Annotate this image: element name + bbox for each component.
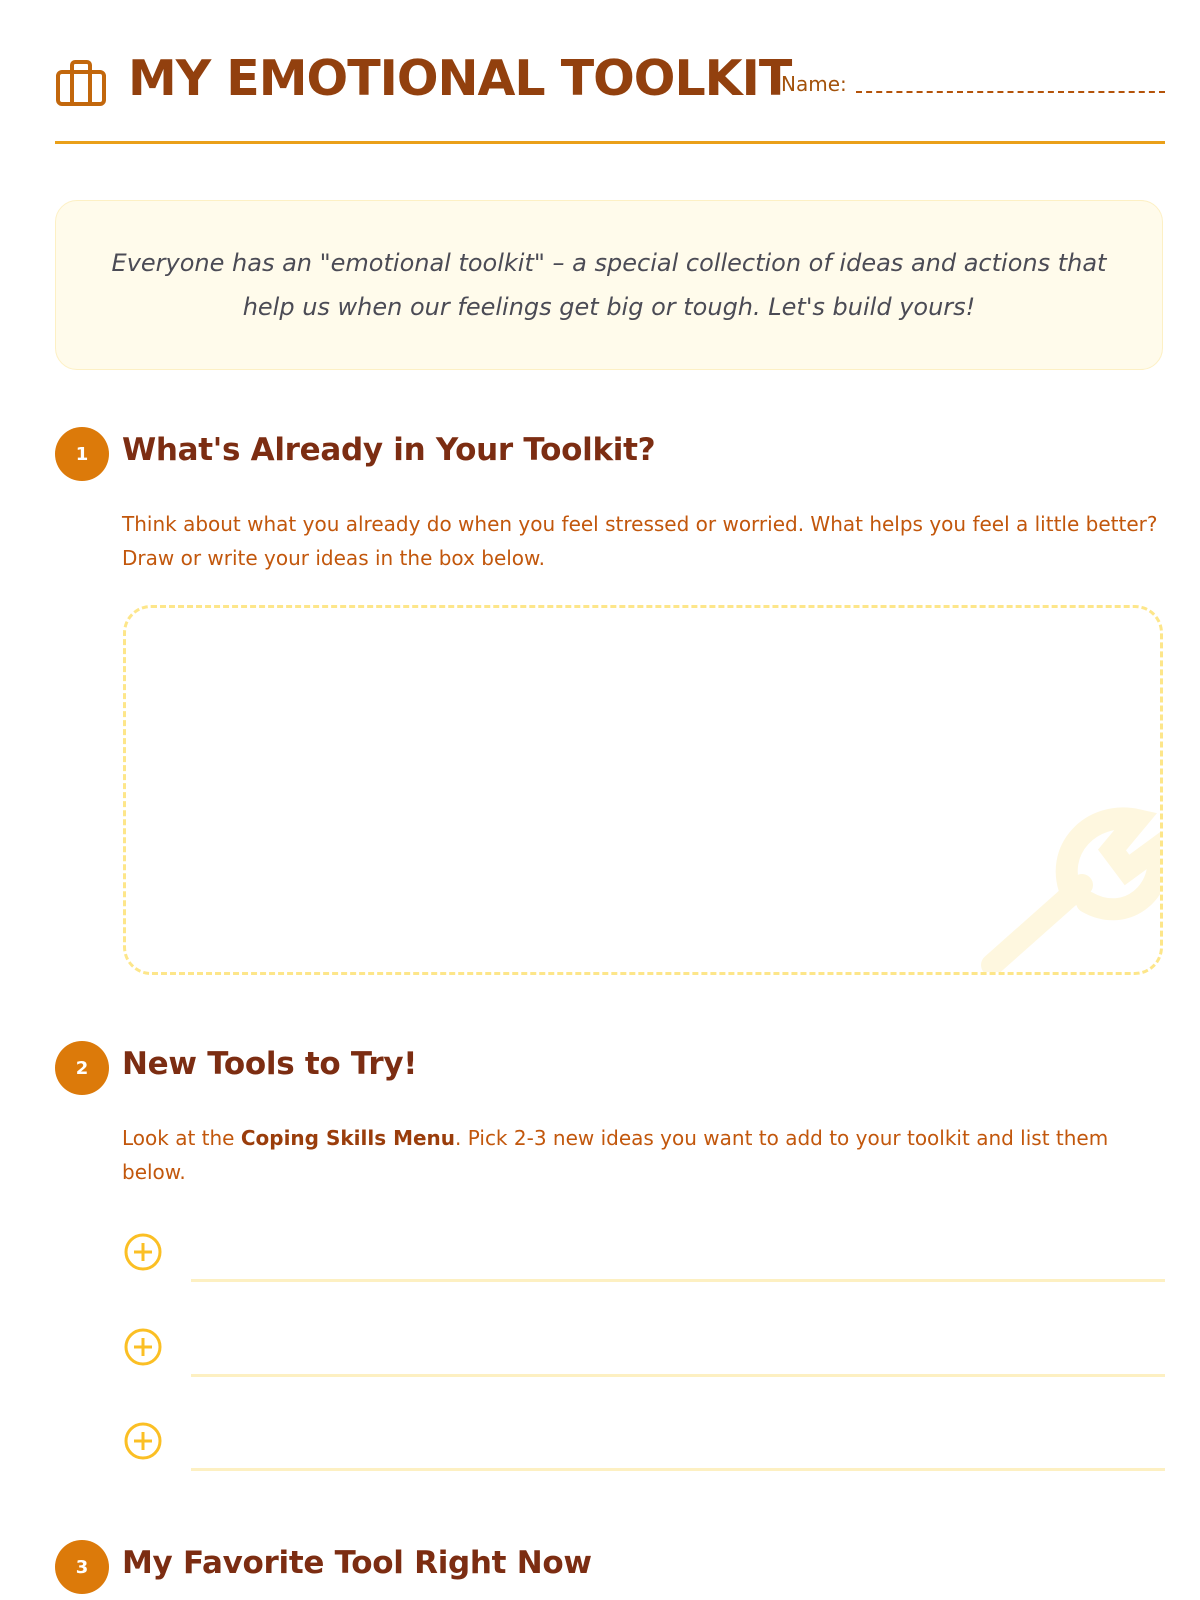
plus-circle-icon <box>123 1327 163 1367</box>
intro-callout <box>55 200 1163 370</box>
drawing-box[interactable] <box>123 605 1163 975</box>
plus-circle-icon <box>123 1421 163 1461</box>
plus-circle-icon <box>123 1232 163 1272</box>
new-tool-row <box>123 1415 1165 1475</box>
section-title: My Favorite Tool Right Now <box>122 1545 592 1581</box>
worksheet-page <box>55 0 1165 1581</box>
section-title: New Tools to Try! <box>122 1046 418 1082</box>
section-number-badge: 3 <box>55 1540 109 1594</box>
coping-skills-menu-reference: Coping Skills Menu <box>240 1126 456 1150</box>
tool-entry-line[interactable] <box>191 1279 1165 1282</box>
section-number-badge: 2 <box>55 1041 109 1095</box>
name-label: Name: <box>781 72 847 96</box>
section-description: Think about what you already do when you feel stressed or worried. What helps you feel a little better? Draw or write your ideas in the box below. <box>122 512 1158 570</box>
section-title: What's Already in Your Toolkit? <box>122 432 656 468</box>
section-description <box>122 1121 1165 1189</box>
briefcase-icon <box>55 58 107 108</box>
new-tool-row <box>123 1226 1165 1286</box>
worksheet-header <box>55 0 1165 145</box>
section-number-badge: 1 <box>55 427 109 481</box>
tool-entry-line[interactable] <box>191 1374 1165 1377</box>
intro-text: Everyone has an "emotional toolkit" – a special collection of ideas and actions that help us when our feelings get big or tough. Let's build yours! <box>111 249 1107 321</box>
tool-entry-line[interactable] <box>191 1468 1165 1471</box>
description-text: . Pick 2-3 new ideas you want to add to your toolkit and list them below. <box>122 1126 1109 1184</box>
name-field[interactable] <box>856 91 1165 93</box>
header-divider <box>55 141 1165 144</box>
new-tool-row <box>123 1321 1165 1381</box>
wrench-icon <box>962 790 1163 975</box>
description-text: Look at the <box>122 1126 241 1150</box>
page-title: MY EMOTIONAL TOOLKIT <box>128 50 792 107</box>
